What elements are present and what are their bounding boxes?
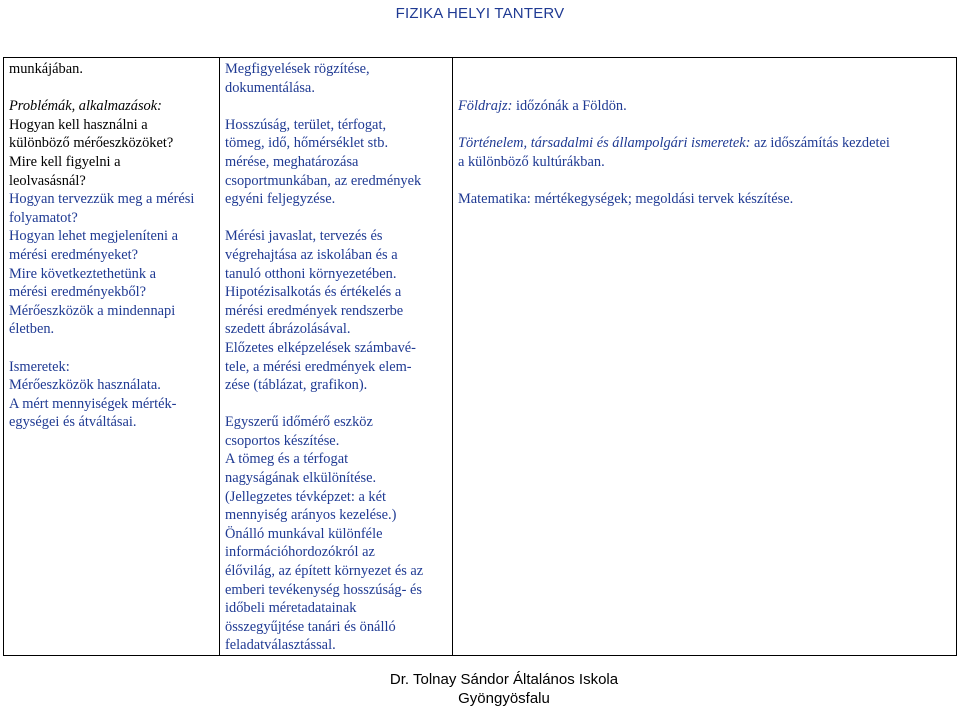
activity-line: csoportmunkában, az eredmények bbox=[225, 172, 422, 189]
problems-heading: Problémák, alkalmazások: bbox=[9, 98, 162, 115]
activity-block-d bbox=[225, 413, 447, 655]
problems-text bbox=[9, 116, 214, 190]
activity-line: mérése, meghatározása bbox=[225, 153, 359, 170]
page-footer bbox=[0, 670, 960, 708]
activity-line: A tömeg és a térfogat bbox=[225, 451, 349, 468]
problem-line: mérési eredményekből? bbox=[9, 284, 147, 301]
problem-line: mérési eredményeket? bbox=[9, 246, 139, 263]
geography-label: Földrajz: bbox=[458, 98, 513, 115]
activity-line: Hipotézisalkotás és értékelés a bbox=[225, 284, 402, 301]
activity-line: élővilág, az épített környezet és az bbox=[225, 563, 424, 580]
activity-line: feladatválasztással. bbox=[225, 637, 336, 654]
activity-line: Hosszúság, terület, térfogat, bbox=[225, 116, 387, 133]
problems-blue-text bbox=[9, 190, 214, 339]
activity-line: nagyságának elkülönítése. bbox=[225, 470, 377, 487]
problem-line: Hogyan kell használni a bbox=[9, 116, 148, 133]
knowledge-text bbox=[9, 376, 214, 432]
knowledge-heading: Ismeretek: bbox=[9, 358, 70, 375]
curriculum-table bbox=[3, 57, 957, 656]
school-name: Dr. Tolnay Sándor Általános Iskola bbox=[389, 671, 619, 688]
problem-line: Hogyan lehet megjeleníteni a bbox=[9, 228, 179, 245]
history-text-2: a különböző kultúrákban. bbox=[458, 153, 605, 170]
activity-line: tömeg, idő, hőmérséklet stb. bbox=[225, 135, 389, 152]
problems-knowledge-cell bbox=[4, 58, 220, 656]
history-label: Történelem, társadalmi és állampolgári ismeretek: bbox=[458, 135, 751, 152]
activity-line: dokumentálása. bbox=[225, 79, 315, 96]
activity-line: Előzetes elképzelések számbavé- bbox=[225, 339, 416, 356]
problem-line: Hogyan tervezzük meg a mérési bbox=[9, 191, 195, 208]
connections-cell bbox=[453, 58, 957, 656]
activity-line: időbeli méretadatainak bbox=[225, 600, 357, 617]
activity-line: emberi tevékenység hosszúság- és bbox=[225, 581, 423, 598]
activity-line: tanuló otthoni környezetében. bbox=[225, 265, 397, 282]
activity-line: mérési eredmények rendszerbe bbox=[225, 302, 404, 319]
activity-line: mennyiség arányos kezelése.) bbox=[225, 507, 397, 524]
activity-line: Megfigyelések rögzítése, bbox=[225, 61, 370, 77]
table-row bbox=[4, 58, 957, 656]
geography-text: időzónák a Földön. bbox=[512, 98, 627, 115]
activity-line: (Jellegzetes tévképzet: a két bbox=[225, 488, 387, 505]
activity-line: végrehajtása az iskolában és a bbox=[225, 246, 398, 263]
page-header: FIZIKA HELYI TANTERV bbox=[395, 5, 565, 22]
problem-line: életben. bbox=[9, 321, 55, 338]
activity-line: Mérési javaslat, tervezés és bbox=[225, 228, 383, 245]
activity-line: információhordozókról az bbox=[225, 544, 375, 561]
activity-line: összegyűjtése tanári és önálló bbox=[225, 618, 396, 635]
problem-line: leolvasásnál? bbox=[9, 172, 86, 189]
knowledge-line: Mérőeszközök használata. bbox=[9, 377, 161, 394]
activity-line: csoportos készítése. bbox=[225, 432, 340, 449]
problem-line: különböző mérőeszközöket? bbox=[9, 135, 174, 152]
activity-block-b bbox=[225, 116, 447, 209]
math-connection: Matematika: mértékegységek; megoldási tervek készítése. bbox=[458, 191, 794, 208]
problem-line: Mérőeszközök a mindennapi bbox=[9, 302, 176, 319]
knowledge-line: A mért mennyiségek mérték- bbox=[9, 395, 177, 412]
history-connection bbox=[458, 134, 951, 171]
activity-block-a bbox=[225, 60, 447, 97]
school-town: Gyöngyösfalu bbox=[458, 690, 550, 707]
activity-block-c bbox=[225, 227, 447, 394]
problem-line: folyamatot? bbox=[9, 209, 78, 226]
knowledge-line: egységei és átváltásai. bbox=[9, 414, 137, 431]
activity-line: Önálló munkával különféle bbox=[225, 525, 383, 542]
activity-line: tele, a mérési eredmények elem- bbox=[225, 358, 412, 375]
activity-line: egyéni feljegyzése. bbox=[225, 191, 336, 208]
continuation-text: munkájában. bbox=[9, 61, 83, 77]
problem-line: Mire kell figyelni a bbox=[9, 153, 121, 170]
activity-line: szedett ábrázolásával. bbox=[225, 321, 351, 338]
geography-connection bbox=[458, 97, 951, 116]
activities-cell bbox=[220, 58, 453, 656]
activity-line: Egyszerű időmérő eszköz bbox=[225, 414, 373, 431]
problem-line: Mire következtethetünk a bbox=[9, 265, 157, 282]
history-text-1: az időszámítás kezdetei bbox=[750, 135, 890, 152]
activity-line: zése (táblázat, grafikon). bbox=[225, 377, 368, 394]
